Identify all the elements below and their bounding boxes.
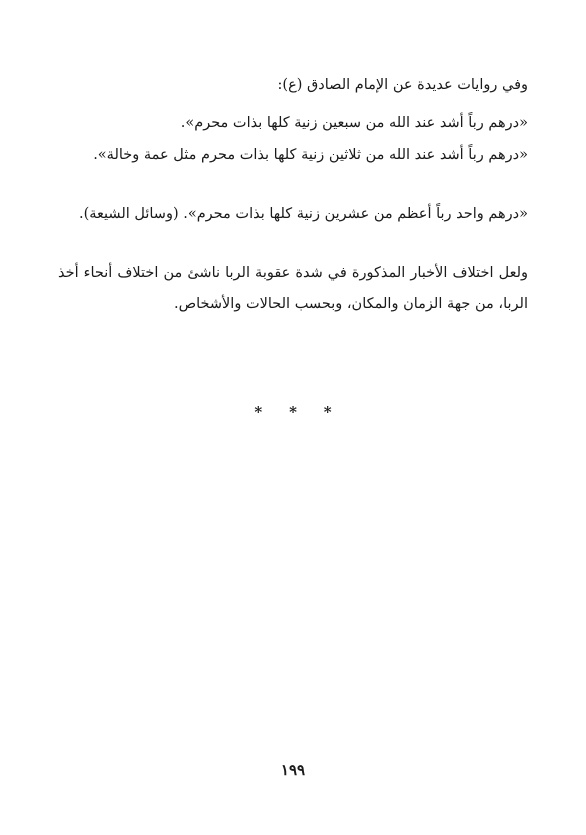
hadith-seventy: «درهم رباً أشد عند الله من سبعين زنية كلها بذات محرم».: [180, 115, 528, 131]
asterisk-ornament: *: [254, 403, 263, 421]
intro-line: وفي روايات عديدة عن الإمام الصادق (ع):: [277, 77, 528, 93]
asterisk-ornament: *: [289, 403, 297, 421]
conclusion-paragraph: ولعل اختلاف الأخبار المذكورة في شدة عقوبة الربا ناشئ من اختلاف أنحاء أخذ الربا، من جهة الزمان والمكان، وبحسب الحالات والأشخاص.: [58, 265, 528, 312]
section-separator: [0, 403, 586, 421]
page-number: ١٩٩: [280, 761, 306, 779]
hadith-thirty: «درهم رباً أشد عند الله من ثلاثين زنية كلها بذات محرم مثل عمة وخالة».: [93, 147, 528, 163]
asterisk-ornament: *: [323, 403, 332, 421]
hadith-twenty: «درهم واحد رباً أعظم من عشرين زنية كلها بذات محرم». (وسائل الشيعة).: [78, 206, 528, 222]
